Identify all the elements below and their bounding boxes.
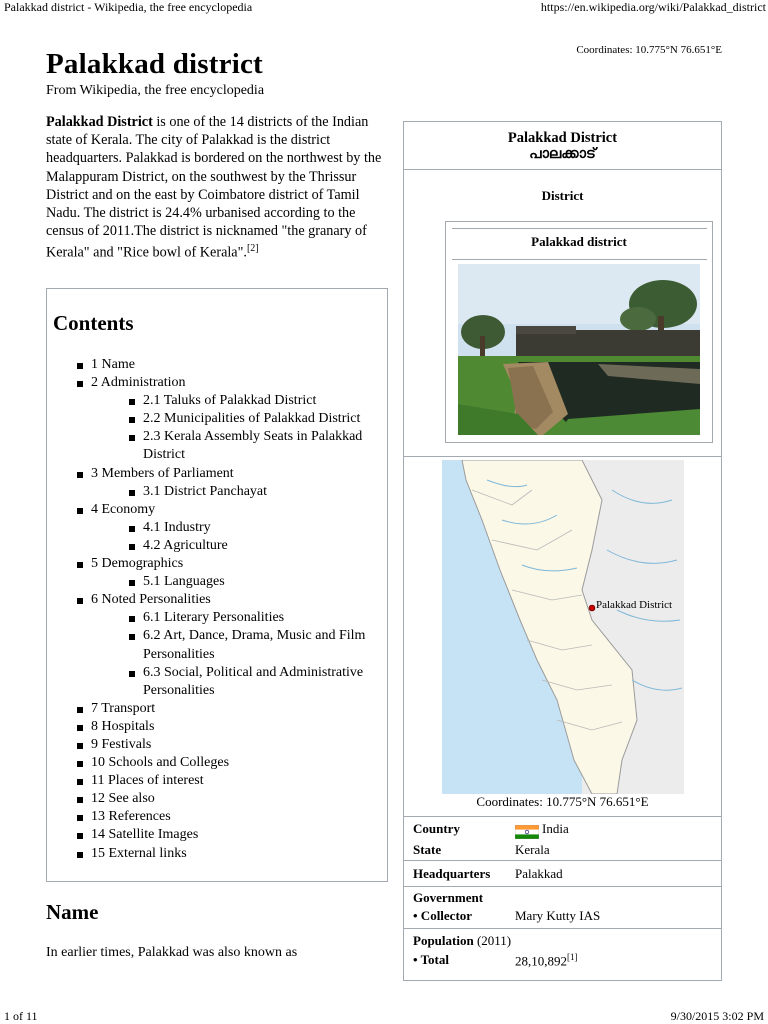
toc-subitem[interactable]: 5.1 Languages	[127, 573, 385, 591]
toc-item[interactable]	[75, 845, 385, 863]
population-label-text: Population	[413, 933, 474, 948]
toc-sublist	[127, 519, 385, 555]
toc-sublist	[127, 392, 385, 464]
coordinates-top[interactable]: Coordinates: 10.775°N 76.651°E	[576, 44, 722, 56]
toc-list	[75, 356, 385, 863]
infobox-title-english: Palakkad District	[507, 130, 618, 146]
print-header-title: Palakkad district - Wikipedia, the free encyclopedia	[4, 0, 253, 14]
toc-sublist	[127, 573, 385, 591]
total-reference[interactable]: [1]	[567, 952, 578, 962]
toc-item[interactable]	[75, 718, 385, 736]
state-value[interactable]: Kerala	[515, 842, 550, 857]
toc-item[interactable]	[75, 465, 385, 501]
toc-item[interactable]	[75, 591, 385, 700]
infobox-divider	[404, 860, 721, 861]
infobox-divider	[404, 886, 721, 887]
headquarters-value[interactable]: Palakkad	[515, 866, 563, 881]
infobox-type: District	[541, 188, 584, 203]
toc-item-label[interactable]: 1 Name	[91, 357, 135, 372]
toc-item[interactable]	[75, 754, 385, 772]
country-label: Country	[413, 821, 460, 836]
kerala-locator-map[interactable]	[442, 460, 684, 794]
toc-subitem[interactable]: 4.2 Agriculture	[127, 537, 385, 555]
toc-item-label[interactable]: 2 Administration	[91, 375, 186, 391]
collector-label: • Collector	[413, 908, 473, 923]
toc-subitem[interactable]: 6.1 Literary Personalities	[127, 609, 385, 627]
toc-item[interactable]	[75, 356, 385, 374]
map-coordinates[interactable]: Coordinates: 10.775°N 76.651°E	[476, 794, 649, 809]
print-footer-page: 1 of 11	[4, 1009, 38, 1023]
page-title: Palakkad district	[46, 48, 263, 80]
toc-subitem[interactable]: 4.1 Industry	[127, 519, 385, 537]
state-label: State	[413, 842, 442, 857]
intro-bold-term: Palakkad District	[46, 114, 153, 130]
page-subtitle: From Wikipedia, the free encyclopedia	[46, 83, 265, 98]
toc-item-label[interactable]: 15 External links	[91, 845, 187, 861]
toc-sublist	[127, 483, 385, 501]
toc-item[interactable]	[75, 736, 385, 754]
toc-subitem[interactable]: 3.1 District Panchayat	[127, 483, 385, 501]
toc-item[interactable]	[75, 808, 385, 826]
infobox-divider	[404, 816, 721, 817]
collector-value: Mary Kutty IAS	[515, 908, 601, 923]
toc-item[interactable]	[75, 790, 385, 808]
table-of-contents	[46, 288, 388, 882]
photo-frame-divider	[452, 259, 707, 260]
toc-item-label[interactable]: 10 Schools and Colleges	[91, 755, 230, 771]
total-value	[515, 952, 578, 969]
infobox-title	[404, 130, 721, 162]
toc-item-label[interactable]: 14 Satellite Images	[91, 827, 199, 843]
toc-item-label[interactable]: 8 Hospitals	[91, 718, 155, 734]
population-label	[413, 933, 511, 949]
intro-text: is one of the 14 districts of the Indian state of Kerala. The city of Palakkad is the district headquarters. Palakkad is bordered on the northwest by the Malappuram District, on the southwest by the Thrissur District and on the east by Coimbatore district of Tamil Nadu. The district is 24.4% urbanised according to the census of 2011.The district is nicknamed "the granary of Kerala" and "Rice bowl of Kerala".	[46, 114, 382, 262]
country-value[interactable]: India	[542, 821, 569, 836]
infobox-divider	[404, 456, 721, 457]
toc-item-label[interactable]: 7 Transport	[91, 700, 156, 716]
toc-subitem[interactable]: 2.1 Taluks of Palakkad District	[127, 392, 385, 410]
section-name-text: In earlier times, Palakkad was also known as	[46, 945, 298, 960]
photo-caption: Palakkad district	[531, 234, 627, 249]
toc-item-label[interactable]: 11 Places of interest	[91, 773, 204, 789]
toc-item[interactable]	[75, 555, 385, 591]
print-footer-timestamp: 9/30/2015 3:02 PM	[670, 1009, 764, 1023]
toc-item-label[interactable]: 9 Festivals	[91, 736, 152, 752]
map-marker-label: Palakkad District	[596, 599, 673, 611]
toc-subitem[interactable]: 6.3 Social, Political and Administrative Personalities	[127, 664, 385, 700]
intro-reference[interactable]: [2]	[246, 243, 259, 255]
toc-item-label[interactable]: 6 Noted Personalities	[91, 592, 211, 608]
infobox	[403, 121, 722, 981]
toc-item-label[interactable]: 5 Demographics	[91, 556, 184, 572]
toc-subitem[interactable]: 2.2 Municipalities of Palakkad District	[127, 410, 385, 428]
toc-item[interactable]	[75, 826, 385, 844]
toc-subitem[interactable]: 2.3 Kerala Assembly Seats in Palakkad District	[127, 428, 385, 464]
fort-photo[interactable]	[458, 264, 700, 435]
toc-heading: Contents	[53, 311, 134, 335]
population-year: (2011)	[473, 933, 512, 948]
india-flag-icon	[515, 825, 539, 839]
toc-item-label[interactable]: 4 Economy	[91, 501, 156, 517]
toc-item[interactable]	[75, 772, 385, 790]
photo-frame-divider	[452, 228, 707, 229]
government-label: Government	[413, 890, 484, 905]
toc-item[interactable]	[75, 374, 385, 464]
toc-item-label[interactable]: 12 See also	[91, 791, 155, 807]
headquarters-label: Headquarters	[413, 866, 491, 881]
infobox-divider	[404, 928, 721, 929]
toc-item[interactable]	[75, 700, 385, 718]
infobox-title-malayalam: പാലക്കാട്	[529, 146, 596, 162]
toc-item-label[interactable]: 3 Members of Parliament	[91, 465, 234, 481]
toc-subitem[interactable]: 6.2 Art, Dance, Drama, Music and Film Personalities	[127, 627, 385, 663]
print-header-url[interactable]: https://en.wikipedia.org/wiki/Palakkad_district	[540, 0, 766, 14]
total-label: • Total	[413, 952, 449, 967]
infobox-divider	[404, 169, 721, 170]
toc-item-label[interactable]: 13 References	[91, 809, 171, 825]
total-value-number: 28,10,892	[515, 953, 567, 969]
toc-sublist	[127, 609, 385, 699]
section-heading-name: Name	[46, 900, 99, 924]
toc-item[interactable]	[75, 501, 385, 555]
intro-paragraph	[46, 113, 391, 262]
